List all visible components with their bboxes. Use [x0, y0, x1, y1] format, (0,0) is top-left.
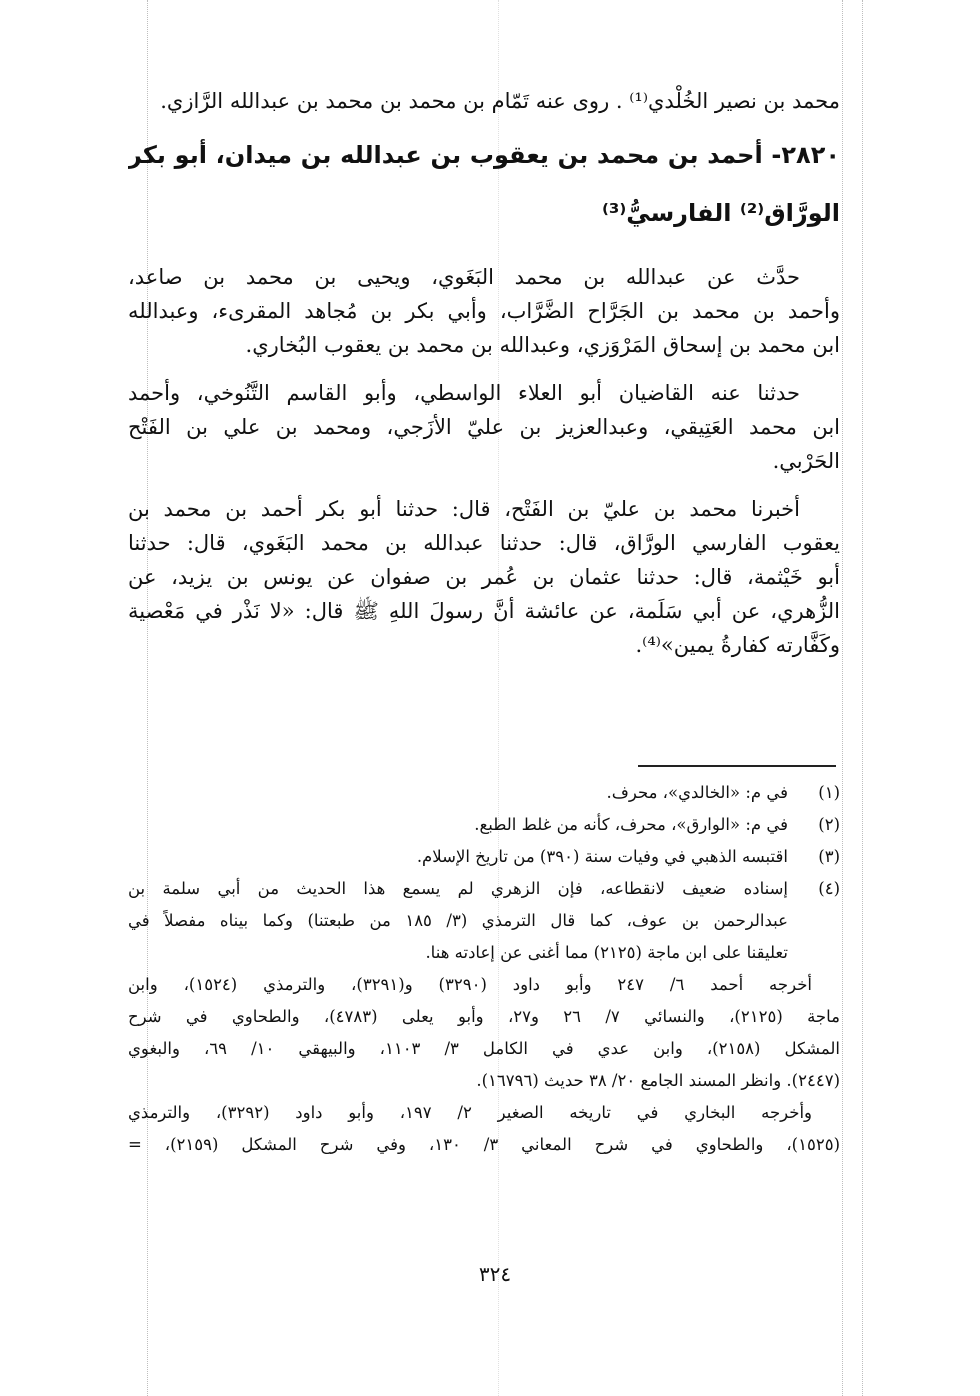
- footnote-line: في م: «الوارق»، محرف، كأنه من غلط الطبع.: [474, 815, 788, 834]
- footnote-line: إسناده ضعيف لانقطاعه، فإن الزهري لم يسمع هذا الحديث من أبي سلمة بن: [128, 879, 788, 898]
- footnote-number: (٤): [818, 879, 840, 898]
- footnote-4-sources-paragraph: [128, 969, 840, 1097]
- footnote-line: عبدالرحمن بن عوف، كما قال الترمذي (٣/ ١٨٥ من طبعتنا) وكما بيناه مفصلاً في: [128, 911, 788, 930]
- footnote-line: المشكل (٢١٥٨)، وابن عدي في الكامل ٣/ ١١٠٣، والبيهقي ١٠/ ٦٩، والبغوي: [128, 1039, 840, 1058]
- paragraph-line: حدَّث عن عبدالله بن محمد البَغَوي، ويحيى بن محمد بن صاعد،: [128, 265, 800, 289]
- scan-guide-line-right-outer: [862, 0, 863, 1396]
- paragraph-line: ابن محمد بن إسحاق المَرْوَزي، وعبدالله بن محمد بن يعقوب البُخاري.: [245, 333, 840, 357]
- footnote-line: أخرجه أحمد ٦/ ٢٤٧ وأبو داود (٣٢٩٠) و(٣٢٩١)، والترمذي (١٥٢٤)، وابن: [128, 975, 812, 994]
- paragraph-line: الحَرْبي.: [772, 449, 840, 473]
- footnote-3: [128, 841, 840, 873]
- footnote-number: (٢): [818, 815, 840, 834]
- paragraph-line: وكَفَّارته كفارةُ يمين»⁽⁴⁾.: [635, 633, 840, 657]
- intro-line: محمد بن نصير الخُلْدي⁽¹⁾ . روى عنه تَمّام بن محمد بن محمد بن عبدالله الرَّازي.: [160, 89, 840, 113]
- page-number: ٣٢٤: [478, 1262, 512, 1286]
- paragraph-line: حدثنا عنه القاضيان أبو العلاء الواسطي، وأبو القاسم التَّنُوخي، وأحمد: [128, 381, 800, 405]
- entry-heading-line: الورَّاق⁽²⁾ الفارسيُّ⁽³⁾: [601, 199, 840, 227]
- footnote-number: (٣): [818, 847, 840, 866]
- intro-paragraph: [128, 84, 840, 118]
- footnote-line: تعليقنا على ابن ماجة (٢١٢٥) مما أغنى عن إعادته هنا.: [425, 943, 788, 962]
- paragraph-line: أبو خَيْثمة، قال: حدثنا عثمان بن عُمر بن صفوان عن يونس بن يزيد، عن: [128, 565, 840, 589]
- footnote-4: [128, 873, 840, 969]
- footnote-line: (١٥٢٥)، والطحاوي في شرح المعاني ٣/ ١٣٠، وفي شرح المشكل (٢١٥٩)، =: [128, 1135, 840, 1154]
- scan-guide-line-right: [842, 0, 843, 1396]
- footnotes-section: [128, 777, 840, 1161]
- main-text-column: [128, 84, 840, 662]
- footnote-line: ماجة (٢١٢٥)، والنسائي ٧/ ٢٦ و٢٧، وأبو يعلى (٤٧٨٣)، والطحاوي في شرح: [128, 1007, 840, 1026]
- footnote-body: [128, 777, 788, 809]
- paragraph-line: يعقوب الفارسي الورَّاق، قال: حدثنا عبدالله بن محمد البَغَوي، قال: حدثنا: [128, 531, 840, 555]
- footnote-number: (١): [818, 783, 840, 802]
- entry-paragraph-hadith: [128, 492, 840, 662]
- paragraph-line: وأحمد بن محمد بن الجَرَّاح الضَّرَّاب، وأبي بكر بن مُجاهد المقرىء، وعبدالله: [128, 299, 840, 323]
- entry-heading-line: ٢٨٢٠- أحمد بن محمد بن يعقوب بن عبدالله بن ميدان، أبو بكر: [128, 141, 840, 169]
- footnote-separator-rule: [638, 765, 836, 767]
- footnote-body: [128, 873, 788, 969]
- paragraph-line: أخبرنا محمد بن عليّ بن الفَتْح، قال: حدثنا أبو بكر أحمد بن محمد بن: [128, 497, 800, 521]
- entry-paragraph-students: [128, 376, 840, 478]
- footnote-body: [128, 841, 788, 873]
- footnote-2: [128, 809, 840, 841]
- footnote-4-sources-paragraph-2: [128, 1097, 840, 1161]
- footnote-line: وأخرجه البخاري في تاريخه الصغير ٢/ ١٩٧، وأبو داود (٣٢٩٢)، والترمذي: [128, 1103, 812, 1122]
- footnote-body: [128, 809, 788, 841]
- footnote-1: [128, 777, 840, 809]
- footnote-line: (٢٤٤٧). وانظر المسند الجامع ٢٠/ ٣٨ حديث (١٦٧٩٦).: [476, 1071, 840, 1090]
- footnote-line: في م: «الخالدي»، محرف.: [606, 783, 788, 802]
- footnote-line: اقتبسه الذهبي في وفيات سنة (٣٩٠) من تاريخ الإسلام.: [416, 847, 788, 866]
- entry-heading: [128, 126, 840, 242]
- entry-paragraph-teachers: [128, 260, 840, 362]
- paragraph-line: ابن محمد العَتِيقي، وعبدالعزيز بن عليّ الأزَجي، ومحمد بن علي بن الفَتْح: [128, 415, 840, 439]
- paragraph-line: الزُّهري، عن أبي سَلَمة، عن عائشة أنَّ رسولَ اللهِ ﷺ قال: «لا نَذْر في مَعْصية: [128, 599, 840, 623]
